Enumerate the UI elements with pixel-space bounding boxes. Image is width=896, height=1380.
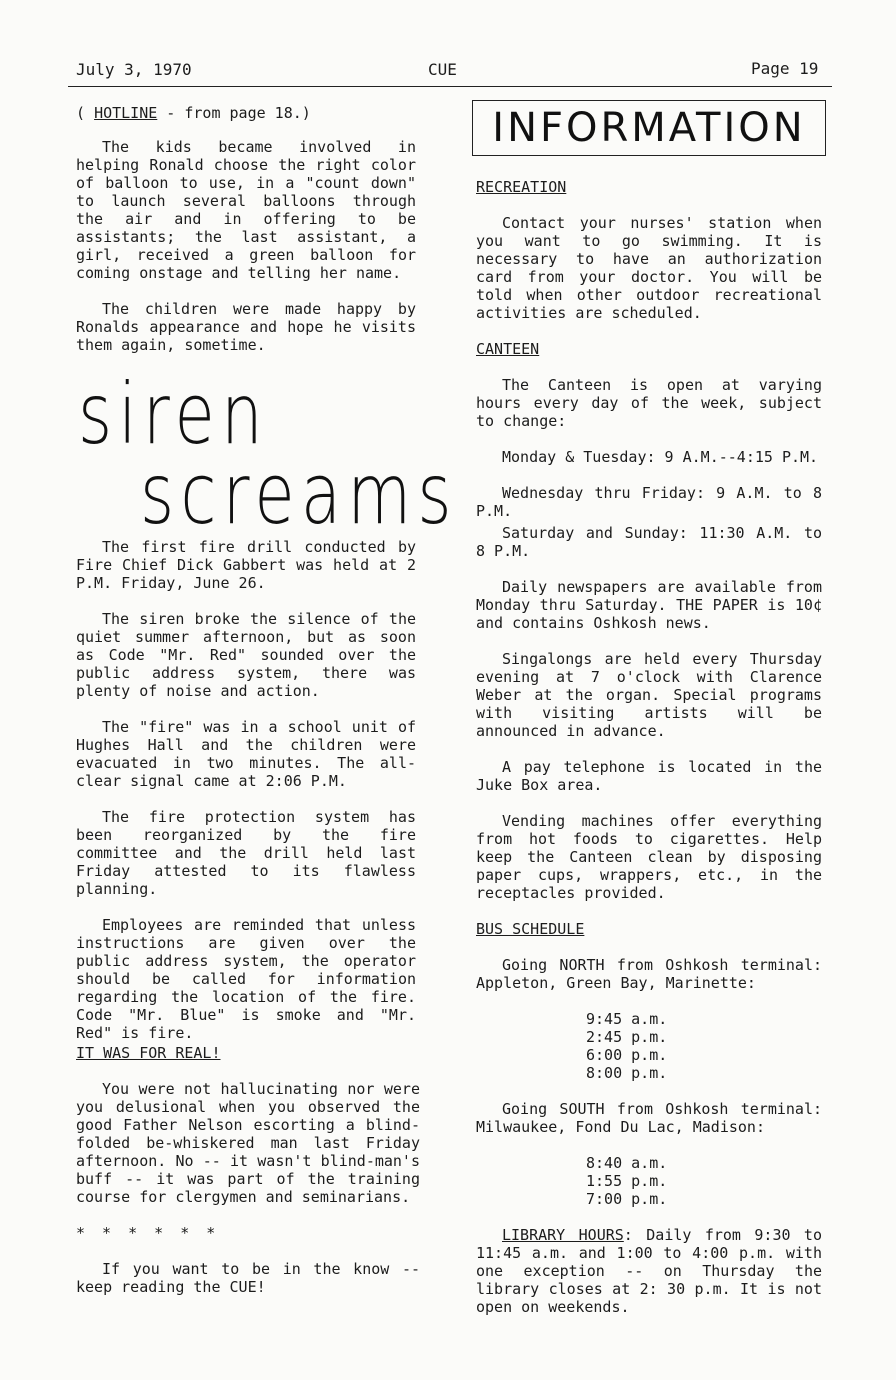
library-hours-text: : Daily from 9:30 to 11:45 a.m. and 1:00 to 4:00 p.m. with one exception -- on Thursday the library closes at 2: 30 p.m. It is not open on weekends. bbox=[476, 1226, 822, 1316]
real-paragraph: You were not hallucinating nor were you delusional when you observed the good Father Nelson escorting a blind-folded be-whiskered man last Friday afternoon. No -- it wasn't blind-man's buff -- it was part of the training course for clergymen and seminarians. bbox=[76, 1080, 420, 1206]
canteen-hours-weekdays-early: Monday & Tuesday: 9 A.M.--4:15 P.M. bbox=[502, 448, 819, 466]
siren-paragraph-2: The siren broke the silence of the quiet summer afternoon, but as soon as Code "Mr. Red" sounded over the public address system, there was plenty of noise and action. bbox=[76, 610, 416, 700]
south-time-3: 7:00 p.m. bbox=[586, 1190, 668, 1208]
hotline-label: ( HOTLINE - from page 18.) bbox=[76, 104, 311, 122]
page-number: Page 19 bbox=[751, 59, 819, 78]
recreation-heading: RECREATION bbox=[476, 178, 567, 196]
header-rule bbox=[68, 86, 832, 87]
south-time-2: 1:55 p.m. bbox=[586, 1172, 668, 1190]
siren-title-line-2: screams bbox=[140, 445, 458, 543]
real-heading: IT WAS FOR REAL! bbox=[76, 1044, 221, 1062]
information-title: INFORMATION bbox=[492, 105, 806, 151]
library-hours-label: LIBRARY HOURS bbox=[502, 1226, 624, 1244]
canteen-paragraph-3: Singalongs are held every Thursday evening at 7 o'clock with Clarence Weber at the organ. Special programs with visiting artists will be announced in advance. bbox=[476, 650, 822, 740]
siren-paragraph-3: The "fire" was in a school unit of Hughes Hall and the children were evacuated in two minutes. The all-clear signal came at 2:06 P.M. bbox=[76, 718, 416, 790]
bus-schedule-heading: BUS SCHEDULE bbox=[476, 920, 585, 938]
north-time-4: 8:00 p.m. bbox=[586, 1064, 668, 1082]
bus-south-route: Going SOUTH from Oshkosh terminal: Milwaukee, Fond Du Lac, Madison: bbox=[476, 1100, 822, 1136]
canteen-paragraph-5: Vending machines offer everything from hot foods to cigarettes. Help keep the Canteen clean by disposing paper cups, wrappers, etc., in the receptacles provided. bbox=[476, 812, 822, 902]
canteen-hours-weekdays-late: Wednesday thru Friday: 9 A.M. to 8 P.M. bbox=[476, 484, 822, 520]
section-divider-stars: * * * * * * bbox=[76, 1224, 220, 1242]
siren-paragraph-4: The fire protection system has been reorganized by the fire committee and the drill held last Friday attested to its flawless planning. bbox=[76, 808, 416, 898]
north-time-1: 9:45 a.m. bbox=[586, 1010, 668, 1028]
canteen-paragraph-4: A pay telephone is located in the Juke Box area. bbox=[476, 758, 822, 794]
south-time-1: 8:40 a.m. bbox=[586, 1154, 668, 1172]
library-hours-paragraph bbox=[476, 1226, 822, 1316]
bus-north-route: Going NORTH from Oshkosh terminal: Appleton, Green Bay, Marinette: bbox=[476, 956, 822, 992]
recreation-paragraph: Contact your nurses' station when you want to go swimming. It is necessary to have an authorization card from your doctor. You will be told when other outdoor recreational activities are scheduled. bbox=[476, 214, 822, 322]
siren-paragraph-1: The first fire drill conducted by Fire Chief Dick Gabbert was held at 2 P.M. Friday, June 26. bbox=[76, 538, 416, 592]
information-title-box bbox=[472, 100, 826, 156]
canteen-heading: CANTEEN bbox=[476, 340, 540, 358]
canteen-paragraph-1: The Canteen is open at varying hours every day of the week, subject to change: bbox=[476, 376, 822, 430]
information-column bbox=[476, 178, 822, 1316]
north-time-3: 6:00 p.m. bbox=[586, 1046, 668, 1064]
real-article bbox=[76, 1044, 420, 1296]
north-time-2: 2:45 p.m. bbox=[586, 1028, 668, 1046]
hotline-continuation bbox=[76, 104, 416, 354]
siren-paragraph-5: Employees are reminded that unless instructions are given over the public address system, the operator should be called for information regarding the location of the fire. Code "Mr. Blue" is smoke and "Mr. Red" is fire. bbox=[76, 916, 416, 1042]
canteen-hours-weekend: Saturday and Sunday: 11:30 A.M. to 8 P.M. bbox=[476, 524, 822, 560]
closing-note: If you want to be in the know -- keep reading the CUE! bbox=[76, 1260, 420, 1296]
publication-name: CUE bbox=[428, 60, 457, 79]
hotline-paragraph-2: The children were made happy by Ronalds appearance and hope he visits them again, sometime. bbox=[76, 300, 416, 354]
siren-title-line-1: siren bbox=[78, 365, 269, 463]
canteen-paragraph-2: Daily newspapers are available from Monday thru Saturday. THE PAPER is 10¢ and contains Oshkosh news. bbox=[476, 578, 822, 632]
siren-article bbox=[76, 538, 416, 1042]
issue-date: July 3, 1970 bbox=[76, 60, 192, 79]
hotline-paragraph-1: The kids became involved in helping Ronald choose the right color of balloon to use, in a "count down" to launch several balloons through the air and in offering to be assistants; the last assistant, a girl, received a green balloon for coming onstage and telling her name. bbox=[76, 138, 416, 282]
